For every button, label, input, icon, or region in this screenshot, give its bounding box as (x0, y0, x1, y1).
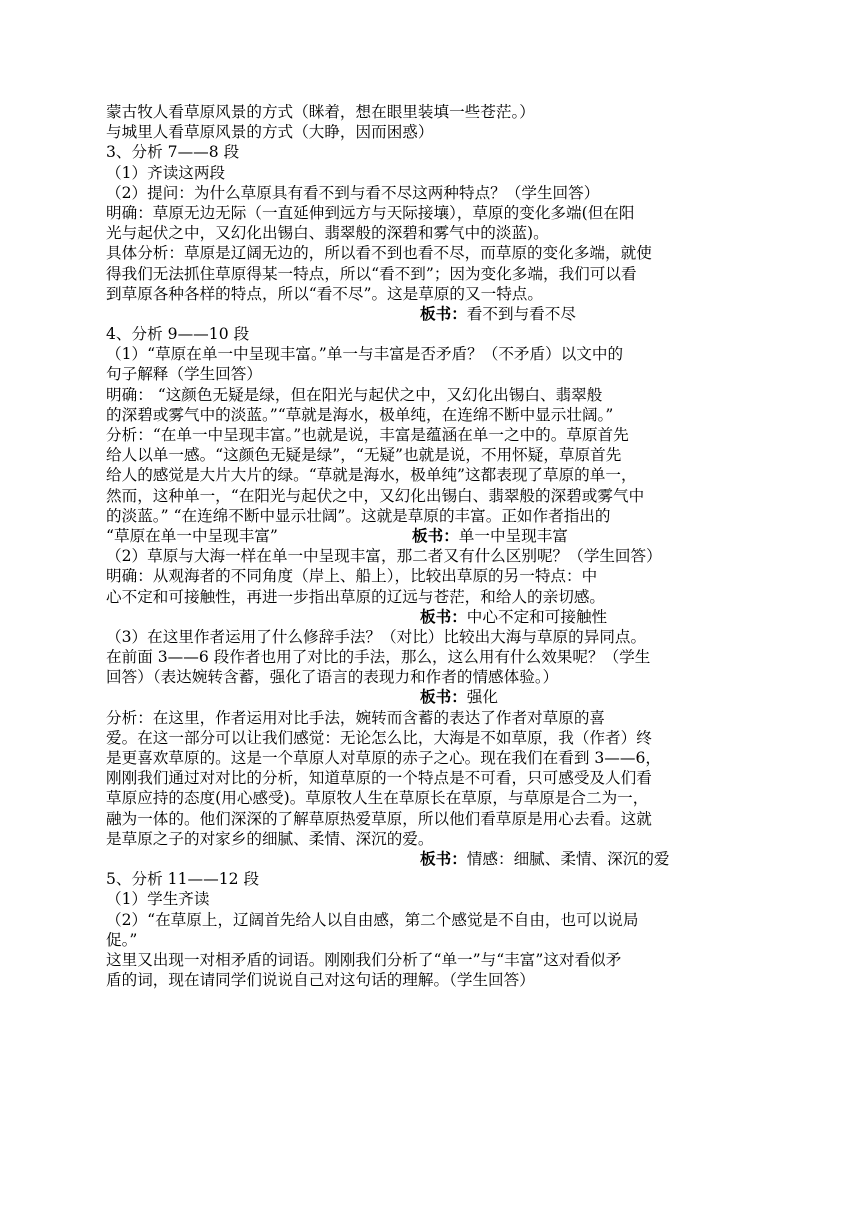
text-line: 刚刚我们通过对对比的分析，知道草原的一个特点是不可看，只可感受及人们看 (106, 769, 652, 788)
text-line: 明确： “这颜色无疑是绿，但在阳光与起伏之中，又幻化出锡白、翡翠般 (106, 385, 603, 404)
text-line: 与城里人看草原风景的方式（大睁，因而困惑） (106, 123, 434, 142)
text-line: 回答）（表达婉转含蓄，强化了语言的表现力和作者的情感体验。） (106, 668, 559, 687)
text-line: （3）在这里作者运用了什么修辞手法？（对比）比较出大海与草原的异同点。 (106, 627, 647, 646)
text-line: 分析：在这里，作者运用对比手法，婉转而含蓄的表达了作者对草原的喜 (106, 708, 606, 727)
board-quote: “草原在单一中呈现丰富” (106, 526, 278, 545)
text-line: 是草原之子的对家乡的细腻、柔情、深沉的爱。 (106, 829, 434, 848)
text-line: 心不定和可接触性，再进一步指出草原的辽远与苍茫，和给人的亲切感。 (106, 587, 606, 606)
text-line: （1）齐读这两段 (106, 163, 226, 182)
text-line: （1）“草原在单一中呈现丰富。”单一与丰富是否矛盾？（不矛盾）以文中的 (106, 345, 624, 364)
text-line: （2）草原与大海一样在单一中呈现丰富，那二者又有什么区别呢？（学生回答） (106, 547, 662, 566)
board-label: 板书： (412, 525, 459, 545)
text-line: 到草原各种各样的特点，所以“看不尽”。这是草原的又一特点。 (106, 284, 543, 303)
board-label: 板书： (420, 687, 467, 707)
text-line: 明确：草原无边无际（一直延伸到远方与天际接壤），草原的变化多端(但在阳 (106, 203, 635, 222)
board-note (420, 304, 730, 324)
text-line: 促。” (106, 930, 138, 949)
board-note (420, 607, 730, 627)
board-text: 中心不定和可接触性 (466, 607, 608, 626)
board-text: 强化 (466, 688, 498, 707)
board-note (106, 526, 730, 546)
document-body (106, 102, 730, 990)
text-line: 4、分析 9——10 段 (106, 325, 250, 344)
text-line: 3、分析 7——8 段 (106, 143, 240, 162)
board-text: 单一中呈现丰富 (458, 526, 568, 545)
board-label: 板书： (420, 848, 467, 868)
board-label: 板书： (420, 303, 467, 323)
text-line: 具体分析：草原是辽阔无边的，所以看不到也看不尽，而草原的变化多端，就使 (106, 244, 652, 263)
text-line: 草原应持的态度(用心感受)。草原牧人生在草原长在草原，与草原是合二为一， (106, 789, 649, 808)
board-note (420, 849, 730, 869)
text-line: 的淡蓝。” “在连绵不断中显示壮阔”。这就是草原的丰富。正如作者指出的 (106, 506, 611, 525)
board-text: 看不到与看不尽 (466, 304, 576, 323)
text-line: （2）提问：为什么草原具有看不到与看不尽这两种特点？（学生回答） (106, 183, 600, 202)
text-line: 这里又出现一对相矛盾的词语。刚刚我们分析了“单一”与“丰富”这对看似矛 (106, 950, 622, 969)
text-line: 融为一体的。他们深深的了解草原热爱草原，所以他们看草原是用心去看。这就 (106, 809, 652, 828)
board-note (420, 687, 730, 707)
text-line: 盾的词，现在请同学们说说自己对这句话的理解。（学生回答） (106, 971, 535, 990)
text-line: 给人以单一感。“这颜色无疑是绿”，“无疑”也就是说，不用怀疑，草原首先 (106, 446, 622, 465)
text-line: 然而，这种单一，“在阳光与起伏之中，又幻化出锡白、翡翠般的深碧或雾气中 (106, 486, 645, 505)
text-line: 5、分析 11——12 段 (106, 870, 260, 889)
text-line: 得我们无法抓住草原得某一特点，所以“看不到”；因为变化多端，我们可以看 (106, 264, 637, 283)
text-line: 蒙古牧人看草原风景的方式（眯着，想在眼里装填一些苍茫。） (106, 103, 535, 121)
text-line: 的深碧或雾气中的淡蓝。”“草就是海水，极单纯，在连绵不断中显示壮阔。” (106, 405, 614, 424)
text-line: 句子解释（学生回答） (106, 365, 262, 384)
text-line: 光与起伏之中，又幻化出锡白、翡翠般的深碧和雾气中的淡蓝)。 (106, 224, 549, 243)
board-text: 情感：细腻、柔情、深沉的爱 (466, 849, 670, 868)
text-line: （1）学生齐读 (106, 890, 210, 909)
board-label: 板书： (420, 606, 467, 626)
text-line: 明确：从观海者的不同角度（岸上、船上），比较出草原的另一特点：中 (106, 567, 598, 586)
text-line: 爱。在这一部分可以让我们感觉：无论怎么比，大海是不如草原，我（作者）终 (106, 728, 652, 747)
text-line: （2）“在草原上，辽阔首先给人以自由感，第二个感觉是不自由，也可以说局 (106, 910, 639, 929)
text-line: 给人的感觉是大片大片的绿。“草就是海水，极单纯”这都表现了草原的单一， (106, 466, 637, 485)
text-line: 分析：“在单一中呈现丰富。”也就是说，丰富是蕴涵在单一之中的。草原首先 (106, 426, 629, 444)
text-line: 是更喜欢草原的。这是一个草原人对草原的赤子之心。现在我们在看到 3——6， (106, 749, 661, 767)
text-line: 在前面 3——6 段作者也用了对比的手法，那么，这么用有什么效果呢？（学生 (106, 648, 651, 667)
